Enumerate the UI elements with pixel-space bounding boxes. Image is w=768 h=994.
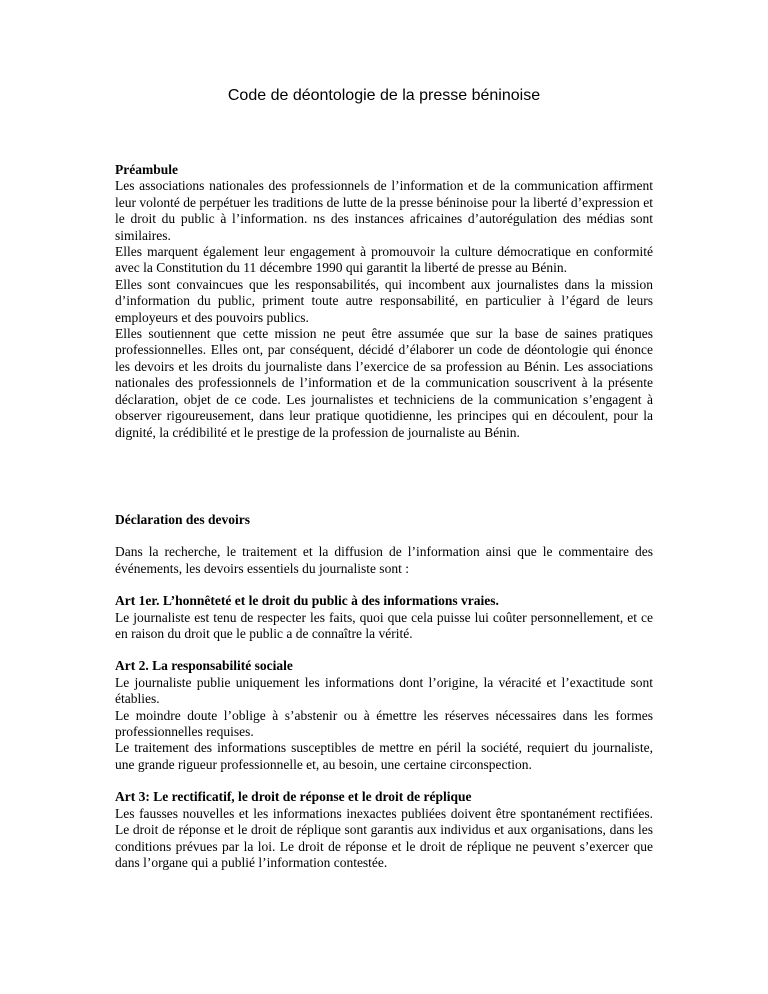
declaration-section [115,512,653,871]
declaration-heading: Déclaration des devoirs [115,512,250,527]
article-2-paragraph: Le traitement des informations susceptibles de mettre en péril la société, requiert du journaliste, une grande rigueur professionnelle et, au besoin, une certaine circonspection. [115,740,653,772]
article-2-heading: Art 2. La responsabilité sociale [115,658,293,674]
declaration-intro: Dans la recherche, le traitement et la diffusion de l’information ainsi que le commentaire des événements, les devoirs essentiels du journaliste sont : [115,544,653,576]
preamble-paragraph: Les associations nationales des professionnels de l’information et de la communication affirment leur volonté de perpétuer les traditions de lutte de la presse béninoise pour la liberté d’expression et le droit du public à l’information. ns des instances africaines d’autorégulation des médias sont similaires. [115,178,653,243]
preamble-paragraph: Elles sont convaincues que les responsabilités, qui incombent aux journalistes dans la mission d’information du public, priment toute autre responsabilité, en particulier à l’égard de leurs employeurs et des pouvoirs publics. [115,276,653,325]
preamble-paragraph: Elles soutiennent que cette mission ne peut être assumée que sur la base de saines pratiques professionnelles. Elles ont, par conséquent, décidé d’élaborer un code de déontologie qui énonce les devoirs et les droits du journaliste dans l’exercice de sa profession au Bénin. Les associations nationales des professionnels de l’information et de la communication souscrivent à la présente déclaration, objet de ce code. Les journalistes et techniciens de la communication s’engagent à observer rigoureusement, dans leur pratique quotidienne, les principes qui en découlent, pour la dignité, la crédibilité et le prestige de la profession de journaliste au Bénin. [115,326,653,440]
document-title: Code de déontologie de la presse béninoise [227,87,541,104]
article-3-heading: Art 3: Le rectificatif, le droit de réponse et le droit de réplique [115,789,472,805]
article-3-paragraph: Les fausses nouvelles et les informations inexactes publiées doivent être spontanément rectifiées. Le droit de réponse et le droit de réplique sont garantis aux individus et aux organisations, dans les conditions prévues par la loi. Le droit de réponse et le droit de réplique ne peuvent s’exercer que dans l’organe qui a publié l’information contestée. [115,805,653,870]
article-1-paragraph: Le journaliste est tenu de respecter les faits, quoi que cela puisse lui coûter personnellement, et ce en raison du droit que le public a de connaître la vérité. [115,609,653,642]
preamble-section [115,162,653,441]
article-1-heading: Art 1er. L’honnêteté et le droit du public à des informations vraies. [115,593,499,609]
article-2-paragraph: Le journaliste publie uniquement les informations dont l’origine, la véracité et l’exactitude sont établies. [115,674,653,707]
preamble-heading: Préambule [115,162,178,177]
article-2-paragraph: Le moindre doute l’oblige à s’abstenir ou à émettre les réserves nécessaires dans les formes professionnelles requises. [115,707,653,740]
preamble-paragraph: Elles marquent également leur engagement à promouvoir la culture démocratique en conformité avec la Constitution du 11 décembre 1990 qui garantit la liberté de presse au Bénin. [115,244,653,276]
